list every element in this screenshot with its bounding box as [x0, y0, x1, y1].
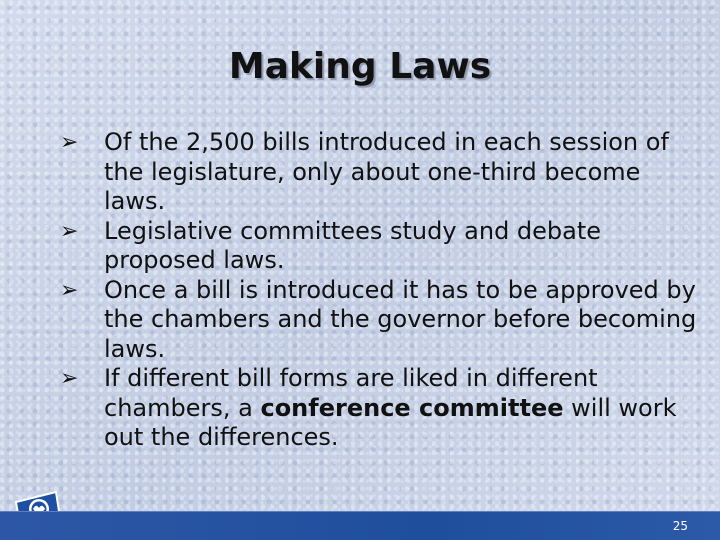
bullet-list [60, 128, 700, 453]
slide-number: 25 [672, 519, 688, 533]
bullet-text-pre: If different bill forms are liked in different chambers, a [104, 364, 598, 422]
arrow-bullet-icon: ➢ [60, 366, 79, 391]
bullet-text-bold: conference committee [260, 393, 564, 422]
bullet-text: Legislative committees study and debate proposed laws. [104, 216, 602, 274]
bullet-item [60, 128, 700, 217]
slide-title: Making Laws [228, 46, 492, 87]
arrow-bullet-icon: ➢ [60, 130, 79, 155]
bullet-item [60, 276, 700, 365]
bullet-item [60, 364, 700, 453]
footer-bar [0, 511, 720, 540]
arrow-bullet-icon: ➢ [60, 277, 79, 303]
arrow-bullet-icon: ➢ [60, 218, 79, 244]
bullet-item [60, 217, 700, 276]
bullet-text: Of the 2,500 bills introduced in each session of the legislature, only about one-third become laws. [104, 128, 669, 215]
bullet-text-post: will work out the differences. [104, 393, 677, 451]
bullet-text: Once a bill is introduced it has to be approved by the chambers and the governor before becoming laws. [104, 275, 697, 363]
